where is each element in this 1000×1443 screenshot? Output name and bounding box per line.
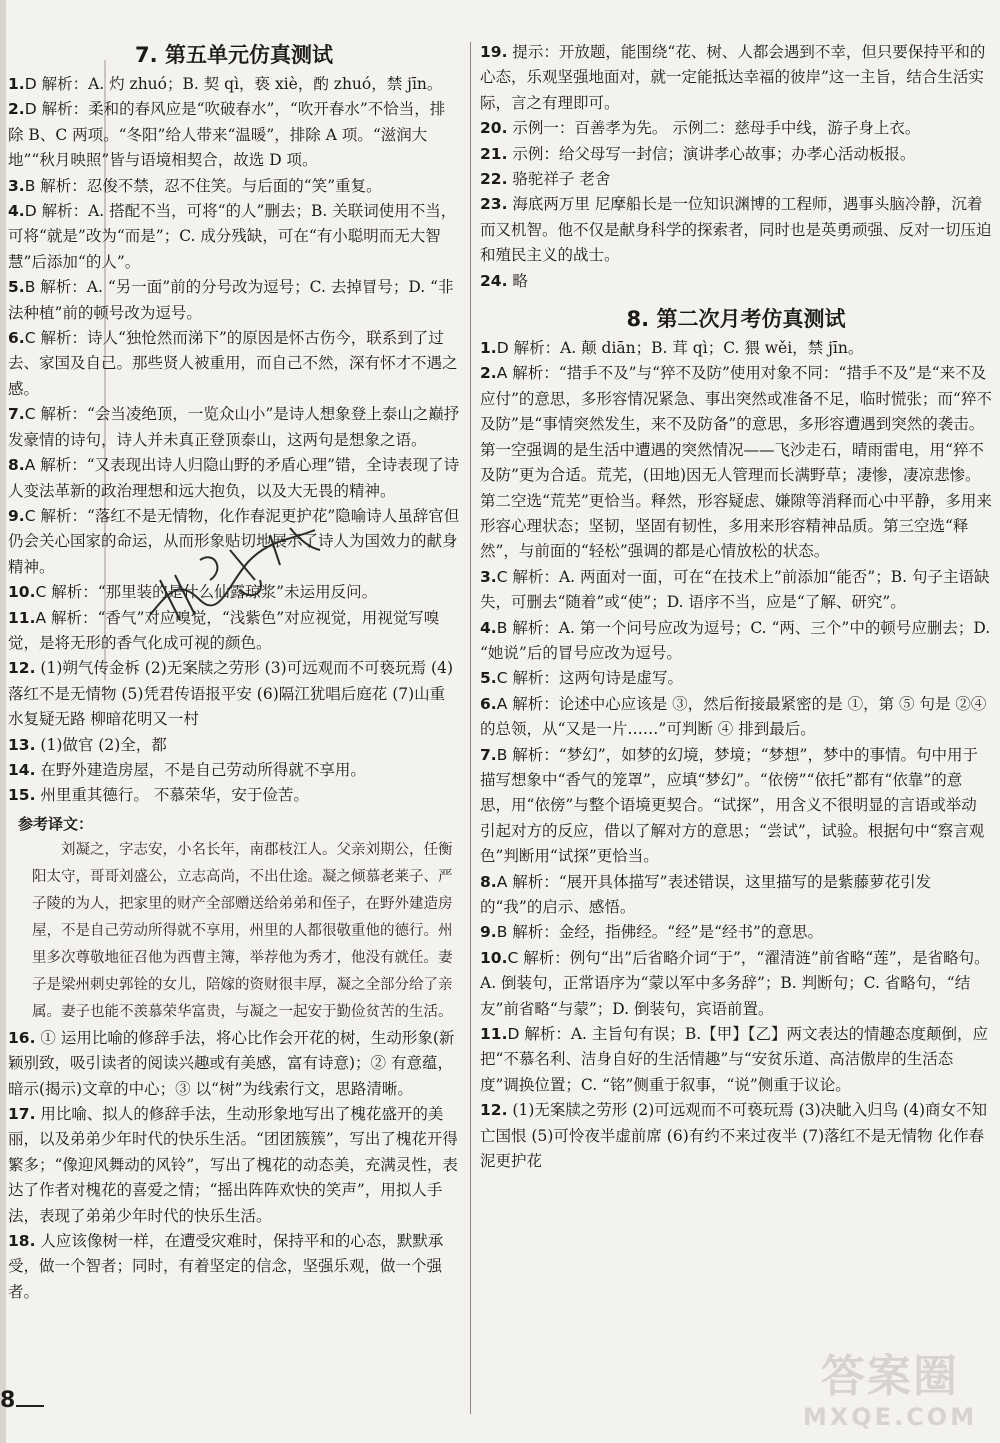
answer-item bbox=[8, 402, 460, 453]
answer-explanation: 解析：“香气”对应嗅觉，“浅紫色”对应视觉，用视觉写嗅觉，是将无形的香气化成可视的颜色。 bbox=[8, 608, 440, 652]
question-number: 8. bbox=[480, 872, 497, 891]
question-number: 8. bbox=[8, 456, 25, 475]
question-number: 12. bbox=[480, 1101, 508, 1120]
answer-item bbox=[480, 142, 992, 167]
answer-choice: B bbox=[496, 745, 508, 764]
answer-explanation: 解析：A. 主旨句有误；B.【甲】【乙】两文表达的情趣态度颠倒，应把“不慕名利、洁身自好的生活情趣”与“安贫乐道、高洁傲岸的生活态度”调换位置；C. “铭”侧重于叙事，“说”侧重于议论。 bbox=[480, 1025, 988, 1094]
answer-item bbox=[480, 192, 992, 268]
answer-choice: D bbox=[496, 339, 509, 358]
answer-item bbox=[8, 1229, 460, 1305]
right-answer-list bbox=[480, 336, 992, 1174]
answer-item bbox=[8, 97, 460, 173]
section-title-unit5: 7. 第五单元仿真测试 bbox=[135, 43, 333, 67]
question-number: 9. bbox=[480, 923, 497, 942]
answer-explanation: (1)朔气传金柝 (2)无案牍之劳形 (3)可远观而不可亵玩焉 (4)落红不是无情物 (5)凭君传语报平安 (6)隔江犹唱后庭花 (7)山重水复疑无路 柳暗花明又一村 bbox=[8, 659, 454, 729]
answer-item bbox=[480, 336, 992, 361]
answer-item bbox=[8, 453, 460, 504]
answer-item bbox=[8, 733, 460, 758]
question-number: 1. bbox=[8, 75, 25, 93]
answer-item bbox=[8, 783, 460, 808]
question-number: 18. bbox=[8, 1232, 36, 1251]
answer-explanation: 略 bbox=[512, 271, 528, 290]
question-number: 16. bbox=[8, 1028, 36, 1047]
question-number: 10. bbox=[8, 583, 36, 602]
question-number: 5. bbox=[480, 669, 497, 688]
question-number: 1. bbox=[480, 339, 497, 358]
page-number: 8 bbox=[0, 1388, 16, 1413]
answer-explanation: 解析：A. 第一个问号应改为逗号；C. “两、三个”中的顿号应删去；D. “她说”后的冒号应改为逗号。 bbox=[480, 618, 991, 662]
answer-choice: A bbox=[496, 364, 508, 383]
answer-explanation: 示例：给父母写一封信；演讲孝心故事；办孝心活动板报。 bbox=[512, 144, 916, 163]
answer-explanation: 在野外建造房屋，不是自己劳动所得就不享用。 bbox=[40, 760, 366, 779]
answer-item bbox=[8, 1026, 460, 1102]
answer-explanation: 解析：这两句诗是虚写。 bbox=[512, 669, 683, 688]
answer-explanation: 解析：“会当凌绝顶，一览众山小”是诗人想象登上泰山之巅抒发豪情的诗句，诗人并未真正登顶泰山，这两句是想象之语。 bbox=[8, 405, 460, 449]
question-number: 11. bbox=[480, 1025, 508, 1044]
answer-explanation: 解析：A. 灼 zhuó；B. 契 qì，亵 xiè，酌 zhuó，禁 jīn。 bbox=[41, 75, 443, 93]
answer-explanation: (1)做官 (2)全，都 bbox=[40, 735, 167, 754]
question-number: 9. bbox=[8, 506, 25, 525]
answer-choice: B bbox=[24, 176, 36, 195]
answer-item bbox=[480, 666, 992, 691]
answer-explanation: 解析：金经，指佛经。“经”是“经书”的意思。 bbox=[512, 923, 823, 942]
answer-item bbox=[480, 1098, 992, 1174]
answer-item bbox=[8, 1102, 460, 1229]
answer-explanation: 用比喻、拟人的修辞手法，生动形象地写出了槐花盛开的美丽，以及弟弟少年时代的快乐生活。“团团簇簇”，写出了槐花开得繁多；“像迎风舞动的风铃”，写出了槐花的动态美，充满灵性，表达了作者对槐花的喜爱之情；“摇出阵阵欢快的笑声”，用拟人手法，表现了弟弟少年时代的快乐生活。 bbox=[8, 1105, 458, 1225]
answer-explanation: 海底两万里 尼摩船长是一位知识渊博的工程师，遇事头脑冷静，沉着而又机智。他不仅是献身科学的探索者，同时也是英勇顽强、反对一切压迫和殖民主义的战士。 bbox=[480, 195, 992, 265]
right-answer-list-top bbox=[480, 40, 992, 294]
answer-choice: C bbox=[496, 567, 508, 586]
question-number: 23. bbox=[480, 195, 508, 214]
question-number: 6. bbox=[8, 329, 25, 348]
question-number: 2. bbox=[8, 100, 25, 119]
answer-choice: A bbox=[496, 694, 508, 713]
answer-item bbox=[480, 565, 992, 616]
answer-explanation: 解析：A. 两面对一面，可在“在技术上”前添加“能否”；B. 句子主语缺失，可删去“随着”或“使”；D. 语序不当，应是“了解、研究”。 bbox=[480, 567, 990, 612]
column-divider bbox=[470, 42, 471, 1414]
question-number: 15. bbox=[8, 786, 36, 805]
answer-choice: D bbox=[24, 202, 37, 221]
answer-explanation: 示例一：百善孝为先。 示例二：慈母手中线，游子身上衣。 bbox=[512, 119, 921, 138]
question-number: 24. bbox=[480, 271, 508, 290]
answer-item bbox=[480, 167, 992, 192]
answer-item bbox=[480, 920, 992, 945]
answer-choice: B bbox=[496, 923, 508, 942]
answer-choice: B bbox=[496, 618, 508, 637]
answer-choice: D bbox=[507, 1025, 520, 1044]
left-answer-list-2 bbox=[8, 1026, 460, 1305]
watermark-logo bbox=[790, 1351, 990, 1437]
answer-item bbox=[8, 326, 460, 402]
answer-choice: C bbox=[24, 405, 36, 424]
answer-item bbox=[480, 743, 992, 870]
answer-explanation: 解析：“展开具体描写”表述错误，这里描写的是紫藤萝花引发的“我”的启示、感悟。 bbox=[480, 872, 932, 916]
answer-item bbox=[8, 758, 460, 783]
question-number: 3. bbox=[8, 176, 25, 195]
question-number: 6. bbox=[480, 694, 497, 713]
answer-item bbox=[480, 870, 992, 921]
answer-explanation: 人应该像树一样，在遭受灾难时，保持平和的心态，默默承受，做一个智者；同时，有着坚定的信念，坚强乐观，做一个强者。 bbox=[8, 1232, 444, 1301]
answer-choice: C bbox=[496, 669, 508, 688]
question-number: 12. bbox=[8, 659, 36, 678]
answer-explanation: 解析：柔和的春风应是“吹破春水”，“吹开春水”不恰当，排除 B、C 两项。“冬阳”给人带来“温暖”，排除 A 项。“滋润大地”“秋月映照”皆与语境相契合，故选 D 项。 bbox=[8, 100, 446, 170]
question-number: 13. bbox=[8, 735, 36, 754]
binding-edge bbox=[0, 0, 6, 1443]
answer-explanation: 解析：“那里装的是什么仙露琼浆”未运用反问。 bbox=[51, 583, 378, 602]
answer-explanation: ① 运用比喻的修辞手法，将心比作会开花的树，生动形象(新颖别致，吸引读者的阅读兴趣或有美感，富有诗意)；② 有意蕴，暗示(揭示)文章的中心；③ 以“树”为线索行文，思路清晰。 bbox=[8, 1028, 455, 1098]
question-number: 17. bbox=[8, 1105, 36, 1123]
question-number: 3. bbox=[480, 567, 497, 586]
answer-explanation: 解析：“措手不及”与“猝不及防”使用对象不同：“措手不及”是“来不及应付”的意思，多形容情况紧急、事出突然或准备不足，临时慌张；而“猝不及防”是“事情突然发生，来不及防备”的意思，多形容遭遇到突然的袭击。第一空强调的是生活中遭遇的突然情况——飞沙走石，晴雨雷电，用“猝不及防”更为合适。荒芜，(田地)因无人管理而长满野草；凄惨，凄凉悲惨。第二空选“荒芜”更恰当。释然，形容疑虑、嫌隙等消释而心中平静，多用来形容心理状态；坚韧，坚固有韧性，多用来形容精神品质。第三空选“释然”，与前面的“轻松”强调的都是心情放松的状态。 bbox=[480, 364, 992, 561]
answer-item bbox=[8, 72, 460, 97]
answer-explanation: 解析：A. 搭配不当，可将“的人”删去；B. 关联词使用不当，可将“就是”改为“而是”；C. 成分残缺，可在“有小聪明而无大智慧”后添加“的人”。 bbox=[8, 202, 457, 271]
answer-explanation: 解析：A. 颠 diān；B. 茸 qì；C. 猥 wěi，禁 jīn。 bbox=[513, 339, 864, 358]
answer-item bbox=[480, 946, 992, 1022]
answer-explanation: 解析：“落红不是无情物，化作春泥更护花”隐喻诗人虽辞官但仍会关心国家的命运，从而形象贴切地展示了诗人为国效力的献身精神。 bbox=[8, 506, 460, 576]
answer-choice: A bbox=[24, 456, 36, 475]
answer-item bbox=[480, 692, 992, 743]
answer-explanation: 骆驼祥子 老舍 bbox=[512, 170, 611, 189]
right-column bbox=[480, 40, 992, 1174]
question-number: 11. bbox=[8, 608, 36, 627]
answer-choice: D bbox=[24, 100, 37, 119]
answer-item bbox=[480, 616, 992, 667]
question-number: 4. bbox=[480, 618, 497, 637]
page-number-dash bbox=[16, 1405, 44, 1407]
watermark-url: MXQE.COM bbox=[802, 1403, 978, 1431]
answer-item bbox=[480, 40, 992, 116]
answer-choice: C bbox=[24, 329, 36, 348]
answer-item bbox=[8, 174, 460, 199]
answer-explanation: 解析：“梦幻”，如梦的幻境，梦境；“梦想”，梦中的事情。句中用于描写想象中“香气的笼罩”，应填“梦幻”。“依傍”“依托”都有“依靠”的意思，用“依傍”与整个语境更契合。“试探”，用含义不很明显的言语或举动引起对方的反应，借以了解对方的意思；“尝试”，试验。根据句中“察言观色”判断用“试探”更恰当。 bbox=[480, 745, 985, 866]
answer-explanation: 解析：诗人“独怆然而涕下”的原因是怀古伤今，联系到了过去、家国及自己。那些贤人被重用，而自己不然，深有怀才不遇之感。 bbox=[8, 329, 458, 398]
answer-explanation: 解析：A. “另一面”前的分号改为逗号；C. 去掉冒号；D. “非法种植”前的顿号改为逗号。 bbox=[8, 278, 454, 322]
answer-explanation: 解析：论述中心应该是 ③，然后衔接最紧密的是 ①，第 ⑤ 句是 ②④ 的总领，从“又是一片……”可判断 ④ 排到最后。 bbox=[480, 694, 987, 739]
question-number: 20. bbox=[480, 119, 508, 138]
answer-explanation: 解析：例句“出”后省略介词“于”，“濯清涟”前省略“莲”，是省略句。A. 倒装句，正常语序为“蒙以军中多务辞”；B. 判断句；C. 省略句，“结友”前省略“与蒙”；D. 倒装句，宾语前置。 bbox=[480, 948, 990, 1018]
question-number: 4. bbox=[8, 202, 25, 221]
handwriting-scribble bbox=[140, 520, 330, 630]
answer-choice: B bbox=[24, 278, 36, 297]
answer-item bbox=[8, 199, 460, 275]
question-number: 19. bbox=[480, 43, 508, 61]
answer-choice: C bbox=[35, 583, 47, 602]
answer-item bbox=[480, 361, 992, 564]
left-answer-list bbox=[8, 72, 460, 809]
question-number: 2. bbox=[480, 364, 497, 383]
answer-explanation: 州里重其德行。 不慕荣华，安于俭苦。 bbox=[40, 786, 309, 805]
left-column bbox=[8, 40, 460, 1305]
answer-choice: D bbox=[24, 75, 37, 93]
answer-item bbox=[480, 1022, 992, 1098]
reference-translation-title: 参考译文： bbox=[18, 814, 94, 833]
question-number: 14. bbox=[8, 760, 36, 779]
answer-choice: C bbox=[24, 506, 36, 525]
answer-choice: A bbox=[496, 872, 508, 891]
answer-item bbox=[480, 116, 992, 141]
question-number: 21. bbox=[480, 144, 508, 163]
question-number: 7. bbox=[480, 745, 497, 764]
answer-choice: C bbox=[507, 948, 519, 967]
question-number: 10. bbox=[480, 948, 508, 967]
answer-explanation: (1)无案牍之劳形 (2)可远观而不可亵玩焉 (3)决眦入归鸟 (4)商女不知亡国恨 (5)可怜夜半虚前席 (6)有约不来过夜半 (7)落红不是无情物 化作春泥更护花 bbox=[480, 1101, 988, 1171]
reference-translation: 刘凝之，字志安，小名长年，南郡枝江人。父亲刘期公，任衡阳太守，哥哥刘盛公，立志高尚，不出仕途。凝之倾慕老莱子、严子陵的为人，把家里的财产全部赠送给弟弟和侄子，在野外建造房屋，不是自己劳动所得就不享用，州里的人都很敬重他的德行。州里多次尊敬地征召他为西曹主簿，举荐他为秀才，他没有就任。妻子是梁州刺史郭铨的女儿，陪嫁的资财很丰厚，凝之全部分给了亲属。妻子也能不羡慕荣华富贵，与凝之一起安于勤俭贫苦的生活。 bbox=[32, 841, 453, 1020]
answer-choice: A bbox=[35, 608, 47, 627]
section-title-monthly-test: 8. 第二次月考仿真测试 bbox=[626, 307, 846, 332]
answer-explanation: 解析：“又表现出诗人归隐山野的矛盾心理”错，全诗表现了诗人变法革新的政治理想和远大抱负，以及大无畏的精神。 bbox=[8, 456, 460, 500]
answer-item bbox=[8, 275, 460, 326]
watermark-title: 答案圈 bbox=[821, 1351, 959, 1402]
answer-explanation: 解析：忍俊不禁，忍不住笑。与后面的“笑”重复。 bbox=[40, 176, 382, 195]
answer-item bbox=[480, 269, 992, 294]
answer-explanation: 提示：开放题，能围绕“花、树、人都会遇到不幸，但只要保持平和的心态，乐观坚强地面对，就一定能抵达幸福的彼岸”这一主旨，结合生活实际，言之有理即可。 bbox=[480, 43, 986, 112]
question-number: 22. bbox=[480, 170, 508, 189]
answer-item bbox=[8, 656, 460, 732]
question-number: 7. bbox=[8, 405, 25, 424]
question-number: 5. bbox=[8, 278, 25, 297]
